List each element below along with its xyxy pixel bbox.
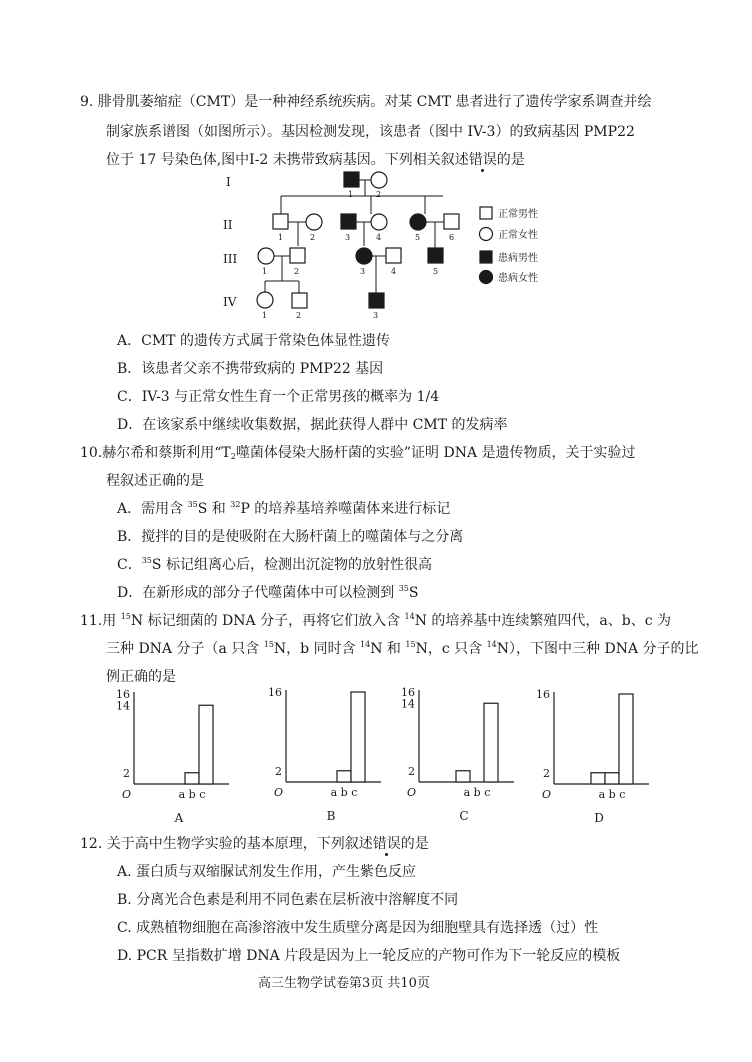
- q10-text-a: 10.赫尔希和蔡斯利用“T: [80, 445, 231, 461]
- num-II-2: 2: [310, 233, 316, 242]
- page-footer: 高三生物学试卷第3页 共10页: [258, 976, 430, 991]
- q11-stem-line1: [80, 611, 671, 631]
- origin-label: O: [407, 786, 417, 799]
- q11-l1-sup1: 15: [120, 612, 131, 621]
- num-II-4: 4: [376, 233, 382, 242]
- y-tick-label: 16: [268, 686, 282, 699]
- q10-t2-sub: 2: [230, 452, 236, 461]
- q11-l2-t4: N，c 只含: [415, 641, 487, 657]
- num-III-5: 5: [433, 267, 439, 276]
- x-category-labels: a b c: [330, 786, 358, 799]
- bar-b: [185, 773, 199, 784]
- x-category-labels: a b c: [598, 788, 626, 801]
- q11-l2-sup4: 14: [486, 640, 497, 649]
- pedigree-diagram: [218, 166, 548, 322]
- q10-a-sup2: 32: [230, 500, 241, 509]
- chart-option-label: C: [459, 809, 469, 823]
- q12-emphasis-wrong: 错误: [372, 836, 401, 852]
- x-category-labels: a b c: [178, 788, 206, 801]
- legend-affected-male: 患病男性: [498, 253, 538, 264]
- legend-normal-female: 正常女性: [498, 230, 538, 241]
- q11-l1-sup2: 14: [404, 612, 415, 621]
- num-III-3: 3: [360, 267, 366, 276]
- q12-stem: [80, 834, 429, 854]
- y-tick-label: 2: [275, 764, 282, 778]
- q11-l2-sup3: 15: [405, 640, 416, 649]
- q10-d-text1: D．在新形成的部分子代噬菌体中可以检测到: [117, 585, 399, 601]
- bar-chart-d[interactable]: [530, 686, 670, 826]
- q10-c-text1: C．: [117, 557, 142, 573]
- q10-stem-line2: 程叙述正确的是: [106, 473, 204, 489]
- q9-option-d[interactable]: D．在该家系中继续收集数据，据此获得人群中 CMT 的发病率: [117, 417, 508, 433]
- q10-option-d[interactable]: [117, 583, 418, 603]
- q11-l2-t1: 三种 DNA 分子（a 只含: [106, 641, 264, 657]
- bar-a: [591, 773, 605, 784]
- q11-l1-t1: 11.用: [80, 613, 121, 629]
- origin-label: O: [122, 788, 132, 801]
- legend-affected-female: 患病女性: [498, 273, 538, 284]
- q10-a-text1: A．需用含: [117, 501, 188, 517]
- x-category-labels: a b c: [463, 786, 491, 799]
- q10-a-text3: P 的培养基培养噬菌体来进行标记: [240, 501, 451, 517]
- q10-stem-line1: [80, 443, 636, 463]
- num-III-1: 1: [262, 267, 268, 276]
- q12-option-d[interactable]: D. PCR 呈指数扩增 DNA 片段是因为上一轮反应的产物可作为下一轮反应的模板: [117, 948, 621, 964]
- num-I-2: 2: [376, 190, 382, 199]
- y-tick-label: 14: [116, 699, 130, 713]
- q9-option-b[interactable]: B．该患者父亲不携带致病的 PMP22 基因: [117, 361, 384, 377]
- chart-option-label: A: [174, 811, 184, 825]
- y-tick-label: 2: [123, 766, 130, 780]
- q12-stem-text: 12. 关于高中生物学实验的基本原理，下列叙述: [80, 836, 373, 852]
- bar-b: [337, 771, 351, 782]
- q11-l1-t2: N 标记细菌的 DNA 分子，再将它们放入含: [130, 613, 405, 629]
- chart-option-label: B: [326, 809, 336, 823]
- y-tick-label: 16: [536, 688, 550, 701]
- num-II-1: 1: [278, 233, 284, 242]
- q10-c-sup: 35: [141, 556, 152, 565]
- q9-emphasis-wrong: 错误: [468, 152, 497, 168]
- num-I-1: 1: [348, 190, 354, 199]
- q10-option-a[interactable]: [117, 499, 450, 519]
- q10-c-text2: S 标记组离心后，检测出沉淀物的放射性很高: [151, 557, 432, 573]
- q11-l2-sup2: 14: [360, 640, 371, 649]
- q11-l1-t3: N 的培养基中连续繁殖四代，a、b、c 为: [414, 613, 672, 629]
- q9-stem-text: 位于 17 号染色体,图中Ⅰ-2 未携带致病基因。下列相关叙述: [106, 152, 469, 168]
- num-II-3: 3: [345, 233, 351, 242]
- q11-l2-t3: N 和: [370, 641, 406, 657]
- origin-label: O: [542, 788, 552, 801]
- y-tick-label: 2: [408, 764, 415, 778]
- q10-option-b[interactable]: B．搅拌的目的是使吸附在大肠杆菌上的噬菌体与之分离: [117, 529, 464, 545]
- q10-a-sup1: 35: [187, 500, 198, 509]
- q11-l2-t2: N，b 同时含: [273, 641, 361, 657]
- q11-l2-sup1: 15: [263, 640, 274, 649]
- bar-chart-c[interactable]: [395, 684, 535, 824]
- q12-option-b[interactable]: B. 分离光合色素是利用不同色素在层析液中溶解度不同: [117, 892, 459, 908]
- q9-stem-end: 的是: [496, 152, 525, 168]
- num-IV-3: 3: [373, 311, 379, 320]
- chart-option-label: D: [594, 811, 604, 825]
- q12-stem-end: 的是: [400, 836, 429, 852]
- y-tick-label: 16: [116, 688, 130, 701]
- q10-text-b: 噬菌体侵染大肠杆菌的实验”证明 DNA 是遗传物质，关于实验过: [235, 445, 636, 461]
- gen-label-4: IV: [223, 295, 237, 309]
- bar-b: [605, 773, 619, 784]
- num-IV-2: 2: [296, 311, 302, 320]
- bar-chart-b[interactable]: [262, 684, 402, 824]
- gen-label-2: II: [223, 218, 233, 232]
- bar-c: [484, 703, 498, 782]
- bar-chart-a[interactable]: [110, 686, 250, 826]
- q9-option-c[interactable]: C．IV-3 与正常女性生育一个正常男孩的概率为 1/4: [117, 389, 440, 405]
- y-tick-label: 16: [401, 686, 415, 699]
- legend-normal-male: 正常男性: [498, 209, 538, 220]
- num-III-2: 2: [294, 267, 300, 276]
- num-IV-1: 1: [262, 311, 268, 320]
- q12-option-a[interactable]: A. 蛋白质与双缩脲试剂发生作用，产生紫色反应: [117, 864, 417, 880]
- num-II-5: 5: [415, 233, 421, 242]
- q11-l2-t5: N），下图中三种 DNA 分子的比: [496, 641, 699, 657]
- q11-stem-line2: [106, 639, 699, 659]
- bar-c: [619, 694, 633, 784]
- q12-option-c[interactable]: C. 成熟植物细胞在高渗溶液中发生质壁分离是因为细胞壁具有选择透（过）性: [117, 920, 599, 936]
- gen-label-3: III: [223, 252, 238, 266]
- bar-a: [456, 771, 470, 782]
- bar-c: [199, 705, 213, 784]
- q9-stem-line1: 9. 腓骨肌萎缩症（CMT）是一种神经系统疾病。对某 CMT 患者进行了遗传学家系调查并绘: [80, 94, 652, 110]
- num-II-6: 6: [449, 233, 455, 242]
- q10-a-text2: S 和: [197, 501, 231, 517]
- bar-c: [351, 692, 365, 782]
- q9-stem-line2: 制家族系谱图（如图所示）。基因检测发现，该患者（图中 IV-3）的致病基因 PMP22: [106, 124, 635, 140]
- y-tick-label: 2: [543, 766, 550, 780]
- q10-d-text2: S: [408, 585, 419, 601]
- origin-label: O: [274, 786, 284, 799]
- q9-option-a[interactable]: A．CMT 的遗传方式属于常染色体显性遗传: [117, 333, 390, 349]
- q10-d-sup: 35: [398, 584, 409, 593]
- num-III-4: 4: [391, 267, 397, 276]
- q11-stem-line3: 例正确的是: [106, 669, 176, 685]
- y-tick-label: 14: [401, 697, 415, 711]
- gen-label-1: I: [226, 175, 231, 189]
- q10-option-c[interactable]: [117, 555, 432, 575]
